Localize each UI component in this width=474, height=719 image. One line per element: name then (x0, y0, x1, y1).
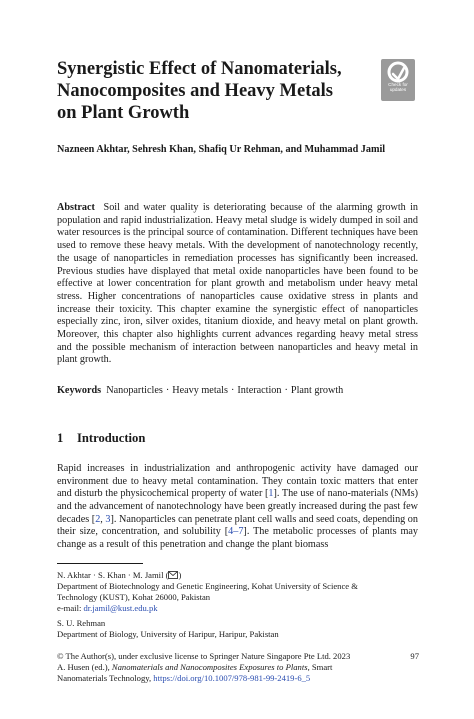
abstract-text: Soil and water quality is deteriorating because of the alarming growth in population and rapid industrialization. Heavy metal sludge is widely dumped in soil and water resources is the principal source of contamination. Different techniques have been used to remove these heavy metals. With the development of nanotechnology recently, the usage of nanoparticles in remediation processes has significantly been increased. Previous studies have displayed that metal oxide nanoparticles have been found to be effective at lower concentration for plant growth and metabolism under heavy metal stress. Higher concentrations of nanoparticles cause oxidative stress in plants and increase their toxicity. This chapter examine the synergistic effect of nanoparticles especially zinc, iron, silver oxides, titanium dioxide, and heavy metal on plant growth. Moreover, this chapter also highlights current advances regarding heavy metal stress and the possible mechanism of interaction between nanoparticles and heavy metal in plant growth. (57, 202, 418, 366)
doi-line (57, 673, 418, 684)
affiliation-block-2 (57, 618, 418, 640)
badge-line-1: Check for (388, 82, 408, 87)
affiliation-block-1 (57, 570, 418, 614)
badge-line-2: updates (389, 87, 407, 92)
section-heading (57, 431, 418, 445)
intro-text-3: ]. Nanoparticles can penetrate plant cell walls and seed coats, depending on their size, concentration, and solubility [ (57, 513, 418, 538)
check-for-updates-label (381, 82, 415, 92)
email-label: e-mail: (57, 603, 84, 613)
keywords-label: Keywords (57, 385, 102, 396)
footnote-rule (57, 563, 143, 564)
affiliation-name: S. U. Rehman (57, 618, 106, 628)
author-names-end: ) (178, 570, 182, 580)
affiliation-dept: Department of Biotechnology and Genetic Engineering, Kohat University of Science & (57, 581, 358, 591)
keyword-item: Nanoparticles (106, 385, 163, 396)
keyword-separator: · (284, 385, 288, 396)
citation-link[interactable]: 2 (95, 513, 101, 525)
abstract-label: Abstract (57, 202, 95, 213)
affiliation-dept: Department of Biology, University of Haripur, Haripur, Pakistan (57, 629, 279, 639)
intro-text-2: ]. The use of nano-materials (NMs) and the advancement of nanotechnology have been greatly increased during the past few decades [ (57, 488, 418, 525)
book-title: Nanomaterials and Nanocomposites Exposures to Plants (111, 662, 308, 672)
author-names-line (57, 570, 418, 581)
check-for-updates-icon (381, 59, 415, 101)
title-line-3: on Plant Growth (57, 103, 190, 123)
book-citation-line (57, 662, 418, 673)
email-line (57, 603, 418, 614)
doi-link[interactable]: https://doi.org/10.1007/978-981-99-2419-6_5 (153, 673, 311, 683)
copyright-block (57, 651, 418, 684)
intro-text-1: Rapid increases in industrialization and anthropogenic activity have damaged our environment due to heavy metal contamination. They contain toxic matters that enter and disturb the physicochemical property of water [ (57, 463, 418, 500)
affiliation-dept-2: Technology (KUST), Kohat 26000, Pakistan (57, 592, 211, 602)
copyright-line: © The Author(s), under exclusive license to Springer Nature Singapore Pte Ltd. 2023 (57, 651, 351, 661)
keyword-item: Interaction (237, 385, 282, 396)
check-for-updates-badge[interactable] (381, 59, 415, 101)
keyword-item: Plant growth (290, 385, 344, 396)
section-number: 1 (57, 431, 64, 445)
keyword-separator: · (230, 385, 235, 396)
citation-link[interactable]: 1 (268, 488, 274, 500)
author-names: N. Akhtar · S. Khan · M. Jamil ( (57, 570, 169, 580)
intro-text-4: ]. The metabolic processes of plants may change as a result of this penetration and change the plant biomass (57, 526, 418, 550)
introduction-paragraph (57, 463, 418, 552)
title-line-2: Nanocomposites and Heavy Metals (57, 81, 333, 101)
page-number: 97 (410, 651, 419, 661)
title-line-1: Synergistic Effect of Nanomaterials, (57, 59, 342, 79)
keywords (57, 384, 418, 397)
series-name: Nanomaterials Technology, (57, 673, 154, 683)
citation-link[interactable]: 3 (105, 513, 111, 525)
keyword-item: Heavy metals (172, 385, 228, 396)
author-list: Nazneen Akhtar, Sehresh Khan, Shafiq Ur Rehman, and Muhammad Jamil (57, 144, 386, 155)
email-link[interactable]: dr.jamil@kust.edu.pk (83, 603, 158, 613)
chapter-title (57, 58, 357, 124)
keyword-separator: · (165, 385, 170, 396)
citation-link[interactable]: 4–7 (228, 526, 244, 538)
abstract (57, 202, 418, 367)
envelope-icon (168, 571, 178, 579)
book-series-start: , Smart (307, 662, 333, 672)
citation-separator: , (100, 513, 106, 525)
editor-prefix: A. Husen (ed.), (57, 662, 112, 672)
section-title: Introduction (77, 431, 146, 445)
